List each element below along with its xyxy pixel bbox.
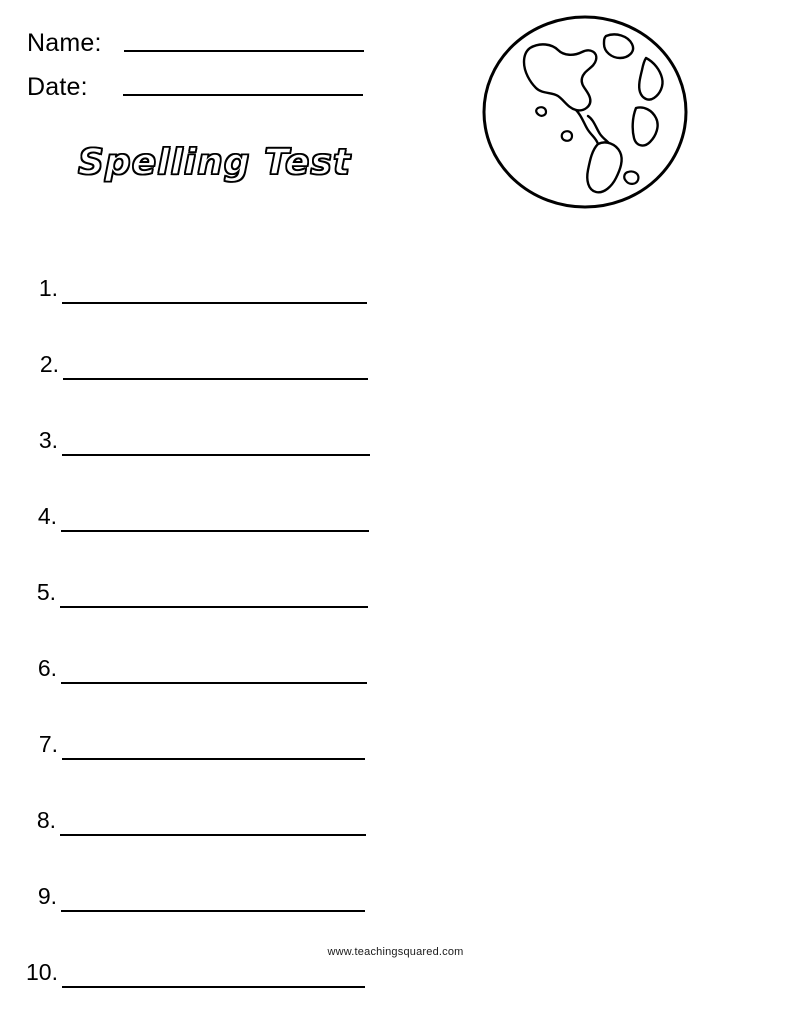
line-number: 8. <box>36 807 56 833</box>
line-number: 9. <box>37 883 57 909</box>
list-item <box>0 228 420 304</box>
answer-lines-list <box>0 228 420 988</box>
date-label: Date: <box>27 73 88 101</box>
line-number: 6. <box>37 655 57 681</box>
name-write-line[interactable] <box>124 50 364 52</box>
name-field-row <box>27 30 364 56</box>
date-field-row <box>27 74 363 100</box>
footer-credit: www.teachingsquared.com <box>327 946 464 958</box>
line-number: 2. <box>39 351 59 377</box>
list-item <box>0 456 420 532</box>
page-title: Spelling Test <box>78 142 352 183</box>
list-item <box>0 608 420 684</box>
date-write-line[interactable] <box>123 94 363 96</box>
name-label: Name: <box>27 29 102 57</box>
globe-earth-icon <box>478 12 692 212</box>
line-number: 4. <box>37 503 57 529</box>
line-number: 1. <box>38 275 58 301</box>
line-number: 5. <box>36 579 56 605</box>
list-item <box>0 304 420 380</box>
list-item <box>0 684 420 760</box>
list-item <box>0 532 420 608</box>
line-number: 7. <box>38 731 58 757</box>
line-number: 10. <box>26 959 58 985</box>
list-item <box>0 760 420 836</box>
answer-write-line[interactable] <box>62 986 365 988</box>
list-item <box>0 380 420 456</box>
list-item <box>0 836 420 912</box>
line-number: 3. <box>38 427 58 453</box>
